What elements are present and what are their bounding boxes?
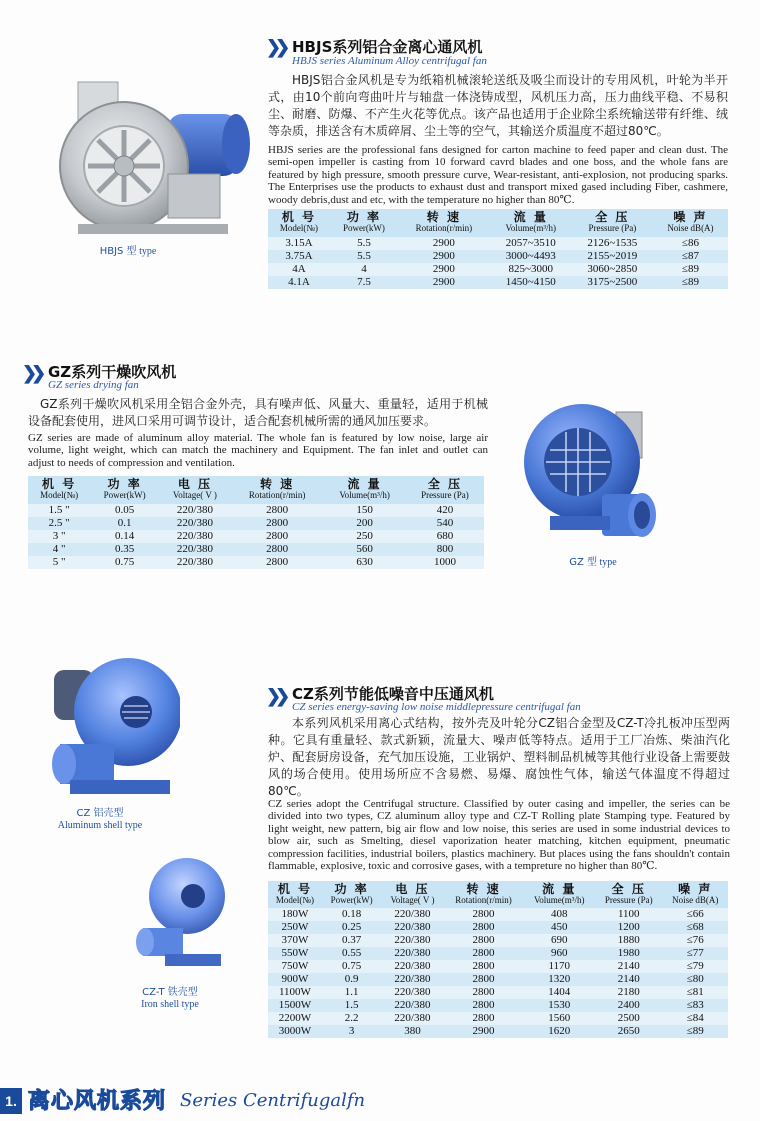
- table-cell: ≤68: [663, 921, 728, 934]
- table-cell: 2800: [444, 1012, 524, 1025]
- table-row: [28, 517, 484, 530]
- gz-description-cn: GZ系列干燥吹风机采用全铝合金外壳，具有噪声低、风量大、重量轻，适用于机械设备配套使用，进风口采用可调节设计，适合配套机械所需的通风加压要求。: [28, 397, 488, 428]
- table-cell: 220/380: [381, 947, 443, 960]
- table-cell: 370W: [268, 934, 322, 947]
- table-cell: 4A: [268, 263, 330, 276]
- table-cell: 1100W: [268, 986, 322, 999]
- table-row: [28, 556, 484, 569]
- table-cell: 1200: [595, 921, 663, 934]
- table-cell: 0.75: [322, 960, 381, 973]
- table-cell: 3000~4493: [490, 250, 572, 263]
- table-cell: 2800: [231, 504, 323, 517]
- table-header-cell: 转 速 Rotation(r/min): [398, 209, 490, 237]
- table-cell: ≤89: [663, 1025, 728, 1038]
- table-cell: ≤87: [653, 250, 728, 263]
- footer-title-cn: 离心风机系列: [28, 1089, 167, 1114]
- table-cell: 7.5: [330, 276, 398, 289]
- cz-iron-caption: CZ-T 铁壳型 Iron shell type: [141, 987, 199, 1010]
- table-header-cell: 电 压 Voltage( V ): [159, 476, 231, 504]
- table-cell: 2155~2019: [572, 250, 653, 263]
- table-cell: 3000W: [268, 1025, 322, 1038]
- table-header-cell: 功 率 Power(kW): [330, 209, 398, 237]
- table-cell: 2800: [231, 517, 323, 530]
- gz-image-caption: GZ 型 type: [569, 557, 617, 568]
- table-cell: 2800: [444, 908, 524, 921]
- hbjs-description-en: HBJS series are the professional fans designed for carton machine to feed paper and clean dust. The semi-open impeller is casting from 10 forward cavrd blades and one boss, and the whole fans are featured by high pressure, smooth pressure curve, Wear-resistant, anti-explosion, not producing sparks. The Enterprises use the products to exhaust dust and transport mixed gased including Fiber, cashmere, woody debris,dust and etc, with the temperature no higher than 80℃.: [268, 144, 728, 206]
- table-cell: 220/380: [159, 543, 231, 556]
- table-cell: 2650: [595, 1025, 663, 1038]
- table-row: [268, 947, 728, 960]
- table-cell: 0.55: [322, 947, 381, 960]
- table-cell: 2.5 ": [28, 517, 90, 530]
- table-cell: 220/380: [381, 908, 443, 921]
- table-cell: 2800: [231, 556, 323, 569]
- hbjs-description-cn: HBJS铝合金风机是专为纸箱机械滚轮送纸及吸尘而设计的专用风机，叶轮为半开式，由10个前向弯曲叶片与轴盘一体浇铸成型，风机压力高，压力曲线平稳、不易积尘、耐磨、防爆、不产生火花等优点。该产品也适用于企业除尘系统输送带有纤维、绒等杂质，排送含有木质碎屑、尘土等的空气，其输送介质温度不超过80℃。: [268, 73, 728, 138]
- table-cell: 3.75A: [268, 250, 330, 263]
- table-cell: 250: [323, 530, 406, 543]
- table-cell: ≤89: [653, 263, 728, 276]
- cz-spec-table: [268, 881, 728, 1038]
- table-cell: 1404: [524, 986, 595, 999]
- table-cell: ≤79: [663, 960, 728, 973]
- hbjs-title: HBJS系列铝合金离心通风机: [292, 38, 483, 56]
- table-cell: 380: [381, 1025, 443, 1038]
- table-row: [268, 921, 728, 934]
- table-cell: 2900: [444, 1025, 524, 1038]
- table-cell: 1000: [406, 556, 484, 569]
- section-arrow-icon: ❯❯: [266, 686, 285, 706]
- table-cell: 960: [524, 947, 595, 960]
- table-cell: 5 ": [28, 556, 90, 569]
- table-header-cell: 噪 声 Noise dB(A): [663, 881, 728, 908]
- table-header-cell: 流 量 Volume(m³/h): [323, 476, 406, 504]
- table-cell: 2800: [444, 960, 524, 973]
- table-cell: 1560: [524, 1012, 595, 1025]
- gz-description-en: GZ series are made of aluminum alloy material. The whole fan is featured by low noise, large air volume, light weight, which can match the machinery and Equipment. The fan inlet and outlet can adjust to needs of compression and ventilation.: [28, 432, 488, 469]
- table-cell: 2900: [398, 237, 490, 250]
- table-header-cell: 全 压 Pressure (Pa): [595, 881, 663, 908]
- table-cell: 220/380: [159, 556, 231, 569]
- table-cell: 220/380: [381, 986, 443, 999]
- table-cell: ≤66: [663, 908, 728, 921]
- table-header-cell: 电 压 Voltage( V ): [381, 881, 443, 908]
- table-cell: 560: [323, 543, 406, 556]
- footer-title-en: Series Centrifugalfn: [180, 1090, 366, 1111]
- table-row: [268, 250, 728, 263]
- table-cell: 540: [406, 517, 484, 530]
- table-cell: 1980: [595, 947, 663, 960]
- table-cell: 200: [323, 517, 406, 530]
- table-cell: ≤83: [663, 999, 728, 1012]
- table-cell: 220/380: [381, 934, 443, 947]
- table-header-cell: 流 量 Volume(m³/h): [524, 881, 595, 908]
- table-row: [28, 504, 484, 517]
- table-cell: 800: [406, 543, 484, 556]
- hbjs-subtitle: HBJS series Aluminum Alloy centrifugal fan: [292, 55, 487, 67]
- table-cell: 1.1: [322, 986, 381, 999]
- table-cell: 2800: [231, 530, 323, 543]
- table-cell: 420: [406, 504, 484, 517]
- table-cell: ≤76: [663, 934, 728, 947]
- table-cell: 1530: [524, 999, 595, 1012]
- table-cell: 1170: [524, 960, 595, 973]
- table-cell: 2126~1535: [572, 237, 653, 250]
- table-cell: ≤81: [663, 986, 728, 999]
- table-cell: 220/380: [381, 973, 443, 986]
- cz-iron-fan-image: [135, 846, 225, 976]
- table-cell: 900W: [268, 973, 322, 986]
- table-cell: 2400: [595, 999, 663, 1012]
- table-cell: 220/380: [159, 530, 231, 543]
- table-cell: 4.1A: [268, 276, 330, 289]
- table-cell: 2800: [444, 934, 524, 947]
- table-cell: ≤86: [653, 237, 728, 250]
- table-cell: 0.18: [322, 908, 381, 921]
- table-cell: 750W: [268, 960, 322, 973]
- table-cell: 3 ": [28, 530, 90, 543]
- table-header-cell: 机 号 Model(№): [268, 881, 322, 908]
- table-cell: 0.37: [322, 934, 381, 947]
- table-cell: 550W: [268, 947, 322, 960]
- table-row: [268, 999, 728, 1012]
- gz-spec-table: [28, 476, 484, 569]
- table-cell: 450: [524, 921, 595, 934]
- table-cell: ≤84: [663, 1012, 728, 1025]
- page-number: 1.: [0, 1088, 22, 1114]
- table-cell: 220/380: [381, 921, 443, 934]
- table-cell: 220/380: [381, 960, 443, 973]
- table-cell: ≤80: [663, 973, 728, 986]
- table-header-cell: 机 号 Model(№): [268, 209, 330, 237]
- table-cell: 2900: [398, 263, 490, 276]
- table-row: [268, 934, 728, 947]
- table-cell: 1500W: [268, 999, 322, 1012]
- gz-fan-image: [520, 392, 670, 552]
- table-cell: 1620: [524, 1025, 595, 1038]
- table-cell: 630: [323, 556, 406, 569]
- table-cell: 0.75: [90, 556, 159, 569]
- table-cell: 3060~2850: [572, 263, 653, 276]
- table-cell: ≤89: [653, 276, 728, 289]
- table-cell: 0.9: [322, 973, 381, 986]
- table-cell: 2200W: [268, 1012, 322, 1025]
- cz-table-body: [268, 908, 728, 1038]
- table-header-cell: 转 速 Rotation(r/min): [231, 476, 323, 504]
- table-cell: 0.14: [90, 530, 159, 543]
- table-cell: 220/380: [381, 999, 443, 1012]
- table-header-cell: 转 速 Rotation(r/min): [444, 881, 524, 908]
- table-cell: 2.2: [322, 1012, 381, 1025]
- cz-title: CZ系列节能低噪音中压通风机: [292, 685, 494, 703]
- table-cell: 0.35: [90, 543, 159, 556]
- gz-title: GZ系列干燥吹风机: [48, 363, 177, 381]
- table-cell: 690: [524, 934, 595, 947]
- table-cell: 250W: [268, 921, 322, 934]
- table-cell: 1450~4150: [490, 276, 572, 289]
- cz-description-cn: 本系列风机采用离心式结构，按外壳及叶轮分CZ铝合金型及CZ-T冷扎板冲压型两种。它具有重量轻、款式新颖，流量大、噪声低等特点。适用于工厂冶炼、柴油汽化炉、配套厨房设备，充气加压设施，工业锅炉、塑料制品机械等其他行业设备上需要鼓风的场合使用。使用场所应不含易燃、易爆、腐蚀性气体，输送气体温度不得超过80℃。: [268, 716, 730, 798]
- table-cell: 825~3000: [490, 263, 572, 276]
- table-row: [268, 263, 728, 276]
- table-row: [268, 276, 728, 289]
- table-cell: 0.05: [90, 504, 159, 517]
- table-row: [268, 986, 728, 999]
- table-cell: ≤77: [663, 947, 728, 960]
- table-cell: 3.15A: [268, 237, 330, 250]
- table-cell: 3175~2500: [572, 276, 653, 289]
- table-header-cell: 全 压 Pressure (Pa): [572, 209, 653, 237]
- table-cell: 408: [524, 908, 595, 921]
- table-cell: 2900: [398, 250, 490, 263]
- table-cell: 2800: [444, 999, 524, 1012]
- table-row: [268, 973, 728, 986]
- table-cell: 1.5: [322, 999, 381, 1012]
- table-cell: 0.1: [90, 517, 159, 530]
- gz-table-body: [28, 504, 484, 569]
- table-cell: 4 ": [28, 543, 90, 556]
- section-arrow-icon: ❯❯: [22, 363, 41, 383]
- table-cell: 2800: [444, 986, 524, 999]
- table-header-cell: 全 压 Pressure (Pa): [406, 476, 484, 504]
- table-cell: 2800: [231, 543, 323, 556]
- table-cell: 5.5: [330, 237, 398, 250]
- section-arrow-icon: ❯❯: [266, 37, 285, 57]
- table-cell: 2800: [444, 947, 524, 960]
- table-cell: 4: [330, 263, 398, 276]
- hbjs-table-body: [268, 237, 728, 289]
- table-cell: 2140: [595, 960, 663, 973]
- table-row: [268, 960, 728, 973]
- table-cell: 220/380: [159, 517, 231, 530]
- table-cell: 220/380: [381, 1012, 443, 1025]
- table-cell: 1.5 ": [28, 504, 90, 517]
- table-cell: 5.5: [330, 250, 398, 263]
- table-row: [28, 530, 484, 543]
- table-cell: 2057~3510: [490, 237, 572, 250]
- cz-subtitle: CZ series energy-saving low noise middlepressure centrifugal fan: [292, 701, 581, 713]
- table-header-row: [28, 476, 484, 504]
- hbjs-image-caption: HBJS 型 type: [99, 246, 157, 257]
- table-cell: 1100: [595, 908, 663, 921]
- table-cell: 1320: [524, 973, 595, 986]
- table-row: [268, 237, 728, 250]
- table-cell: 680: [406, 530, 484, 543]
- table-row: [268, 908, 728, 921]
- table-header-row: [268, 881, 728, 908]
- table-header-cell: 流 量 Volume(m³/h): [490, 209, 572, 237]
- table-cell: 2180: [595, 986, 663, 999]
- cz-aluminum-caption: CZ 铝壳型 Aluminum shell type: [57, 808, 143, 831]
- table-header-cell: 功 率 Power(kW): [90, 476, 159, 504]
- table-cell: 1880: [595, 934, 663, 947]
- table-cell: 2800: [444, 921, 524, 934]
- hbjs-spec-table: [268, 209, 728, 289]
- table-cell: 2500: [595, 1012, 663, 1025]
- table-cell: 3: [322, 1025, 381, 1038]
- table-cell: 2140: [595, 973, 663, 986]
- cz-description-en: CZ series adopt the Centrifugal structure. Classified by outer casing and impeller, the series can be divided into two types, CZ aluminum alloy type and CZ-T Rolling plate Stamping type. Featured by light weight, new pattern, big air flow and low noise, this series are used in some industrial devices to blow air, such as Smelting, diesel vaporization heater matching, kitchen equipment, pneumatic compression facilities, industrial boilers, plastics machinery. But places using the fans shouldn't contain flammable, explosive, toxic and corrosive gases, with a tempreture no higher than 80℃.: [268, 798, 730, 873]
- table-row: [28, 543, 484, 556]
- table-header-cell: 机 号 Model(№): [28, 476, 90, 504]
- table-row: [268, 1012, 728, 1025]
- table-row: [268, 1025, 728, 1038]
- cz-aluminum-fan-image: [40, 640, 180, 810]
- table-cell: 150: [323, 504, 406, 517]
- table-cell: 180W: [268, 908, 322, 921]
- hbjs-fan-image: [38, 74, 258, 244]
- table-cell: 0.25: [322, 921, 381, 934]
- table-header-cell: 功 率 Power(kW): [322, 881, 381, 908]
- table-cell: 220/380: [159, 504, 231, 517]
- gz-subtitle: GZ series drying fan: [48, 379, 139, 391]
- table-header-row: [268, 209, 728, 237]
- table-cell: 2900: [398, 276, 490, 289]
- table-header-cell: 噪 声 Noise dB(A): [653, 209, 728, 237]
- table-cell: 2800: [444, 973, 524, 986]
